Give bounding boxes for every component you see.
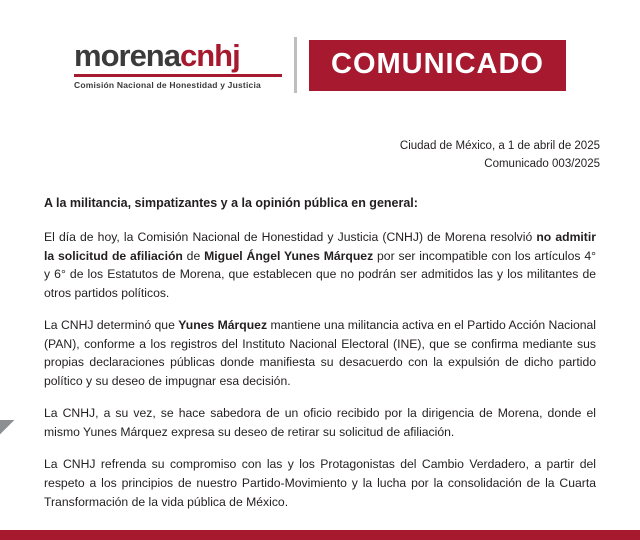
paragraph-1-text-c: por ser incompatible con los artículos 4° y 6° de los Estatutos de Morena, que establecen que no podrán ser admitidos las y los militantes de otros partidos políticos. <box>44 248 596 300</box>
paragraph-2-text-b: mantiene una militancia activa en el Partido Acción Nacional (PAN), conforme a los registros del Instituto Nacional Electoral (INE), que se confirma mediante sus propias declaraciones públicas donde manifiesta su desacuerdo con la expulsión de dicho partido político y su deseo de impugnar esa decisión. <box>44 318 596 388</box>
footer-accent-bar <box>0 530 640 540</box>
paragraph-1-text-b: de <box>182 248 205 263</box>
paragraph-1-bold-a: no admitir la solicitud de afiliación <box>44 230 596 263</box>
morena-cnhj-logo <box>74 40 292 90</box>
brand-cnhj-text: cnhj <box>179 38 240 73</box>
paragraph-2-bold-a: Yunes Márquez <box>178 318 268 333</box>
document-number: Comunicado 003/2025 <box>484 157 600 170</box>
stripe <box>0 0 43 19</box>
document-body <box>44 196 596 525</box>
stripe <box>0 420 33 540</box>
paragraph-2-text-a: La CNHJ determinó que <box>44 318 179 333</box>
stripe <box>0 420 33 537</box>
document-header <box>0 28 640 102</box>
brand-wordmark <box>74 40 240 71</box>
stripe <box>0 420 33 489</box>
comunicado-badge: COMUNICADO <box>309 40 566 91</box>
place-and-date: Ciudad de México, a 1 de abril de 2025 <box>399 140 600 152</box>
paragraph-4: La CNHJ refrenda su compromiso con las y los Protagonistas del Cambio Verdadero, a partir del respeto a los principios de nuestro Partido-Movimiento y la lucha por la consolidación de la Cuarta Transformación de la vida pública de México. <box>44 457 596 509</box>
paragraph-2 <box>44 316 596 390</box>
paragraph-1 <box>44 228 596 302</box>
paragraph-1-text-a: El día de hoy, la Comisión Nacional de Honestidad y Justicia (CNHJ) de Morena resolvió <box>44 230 537 244</box>
header-vertical-divider <box>294 37 297 93</box>
brand-morena-text: morena <box>74 38 180 73</box>
brand-divider-rule <box>74 74 282 77</box>
stripe <box>0 420 33 540</box>
salutation: A la militancia, simpatizantes y a la opinión pública en general: <box>44 196 418 210</box>
paragraph-3: La CNHJ, a su vez, se hace sabedora de un oficio recibido por la dirigencia de Morena, donde el mismo Yunes Márquez expresa su deseo de retirar su solicitud de afiliación. <box>44 406 596 439</box>
brand-subtitle: Comisión Nacional de Honestidad y Justicia <box>74 80 261 90</box>
paragraph-1-bold-b: Miguel Ángel Yunes Márquez <box>204 248 374 263</box>
stripe <box>0 420 33 513</box>
document-meta <box>400 138 600 174</box>
